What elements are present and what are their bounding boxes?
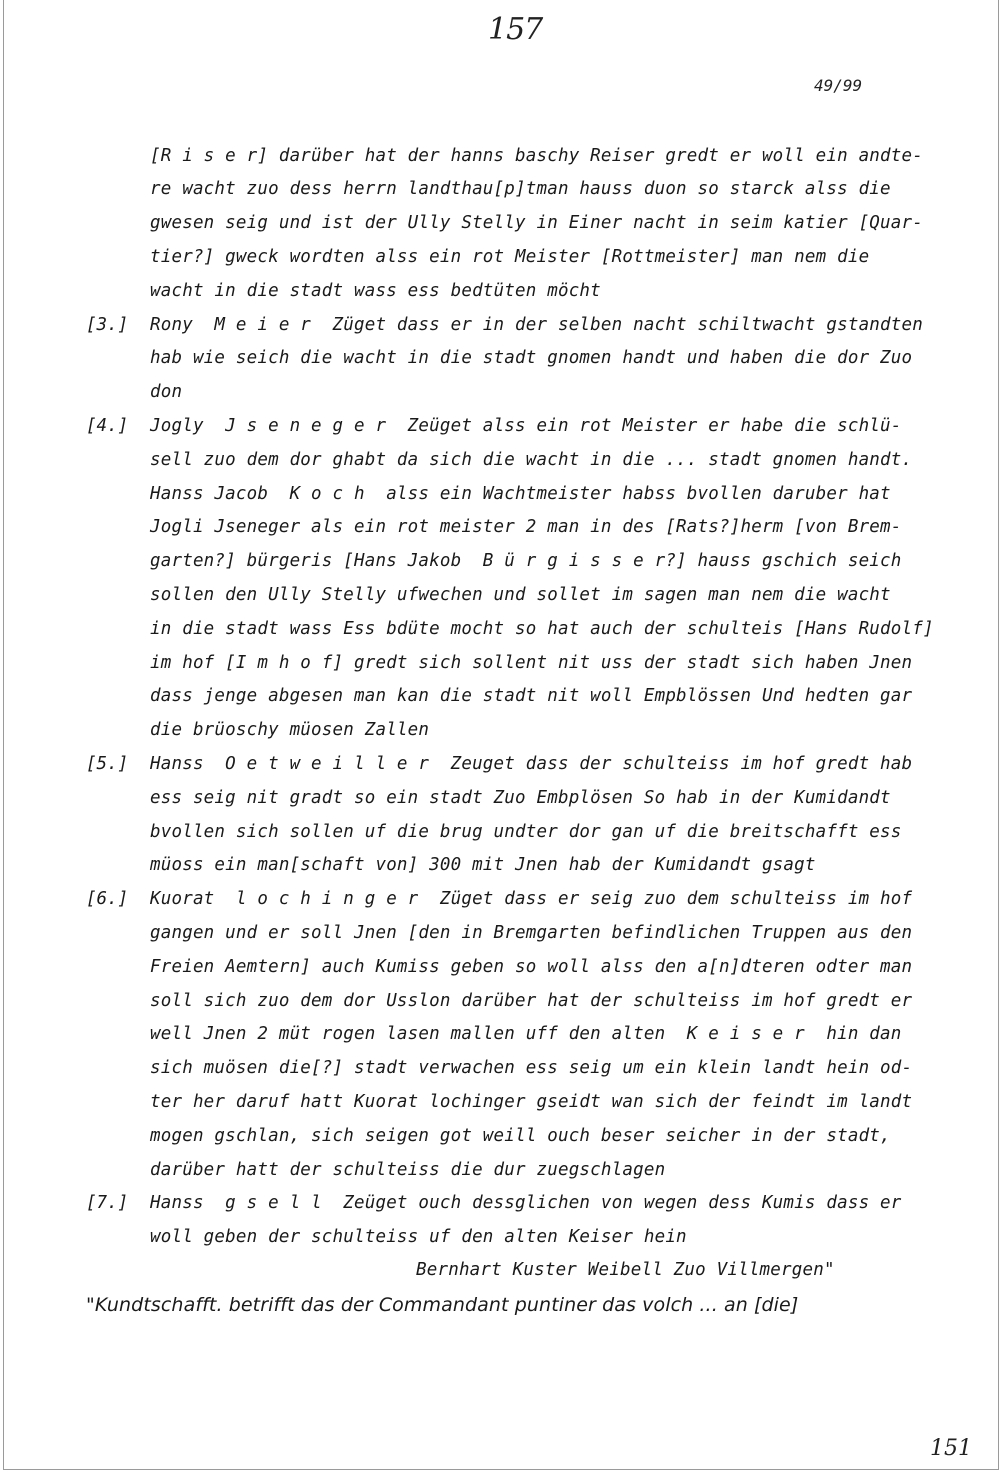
text-line: in die stadt wass Ess bdüte mocht so hat auch der schulteis [Hans Rudolf] — [150, 619, 934, 639]
text-line: well Jnen 2 müt rogen lasen mallen uff den alten K e i s e r hin dan — [150, 1024, 902, 1044]
document-reference: 49/99 — [814, 76, 863, 95]
text-line: sell zuo dem dor ghabt da sich die wacht in die ... stadt gnomen handt. — [150, 450, 913, 470]
text-line: Jogly J s e n e g e r Zeüget alss ein rot Meister er habe die schlü- — [150, 416, 902, 436]
text-line: Jogli Jseneger als ein rot meister 2 man in des [Rats?]herm [von Brem- — [150, 517, 902, 537]
handwritten-corner-mark: 151 — [930, 1436, 972, 1461]
next-document-heading: "Kundtschafft. betrifft das der Commandant puntiner das volch ... an [die] — [86, 1294, 799, 1316]
text-line: woll geben der schulteiss uf den alten Keiser hein — [150, 1227, 687, 1247]
text-line: dass jenge abgesen man kan die stadt nit woll Empblössen Und hedten gar — [150, 686, 913, 706]
text-line: mogen gschlan, sich seigen got weill ouch beser seicher in der stadt, — [150, 1126, 891, 1146]
text-line: bvollen sich sollen uf die brug undter dor gan uf die breitschafft ess — [150, 822, 902, 842]
handwritten-page-number: 157 — [488, 12, 543, 47]
text-line: garten?] bürgeris [Hans Jakob B ü r g i s s e r?] hauss gschich seich — [150, 551, 902, 571]
text-line: ter her daruf hatt Kuorat lochinger gseidt wan sich der feindt im landt — [150, 1092, 913, 1112]
text-line: Hanss O e t w e i l l e r Zeuget dass der schulteiss im hof gredt hab — [150, 754, 913, 774]
text-line: tier?] gweck wordten alss ein rot Meister [Rottmeister] man nem die — [150, 247, 870, 267]
text-line: hab wie seich die wacht in die stadt gnomen handt und haben die dor Zuo — [150, 348, 913, 368]
text-line: [R i s e r] darüber hat der hanns baschy Reiser gredt er woll ein andte- — [150, 146, 923, 166]
text-line: Kuorat l o c h i n g e r Züget dass er seig zuo dem schulteiss im hof — [150, 889, 913, 909]
text-line: ess seig nit gradt so ein stadt Zuo Embplösen So hab in der Kumidandt — [150, 788, 891, 808]
text-line: don — [150, 382, 183, 402]
entry-number: [7.] — [86, 1193, 129, 1213]
text-line: wacht in die stadt wass ess bedtüten möcht — [150, 281, 601, 301]
text-line: im hof [I m h o f] gredt sich sollent nit uss der stadt sich haben Jnen — [150, 653, 913, 673]
text-line: soll sich zuo dem dor Usslon darüber hat der schulteiss im hof gredt er — [150, 991, 913, 1011]
text-line: Freien Aemtern] auch Kumiss geben so woll alss den a[n]dteren odter man — [150, 957, 913, 977]
text-line: Hanss Jacob K o c h alss ein Wachtmeister habss bvollen daruber hat — [150, 484, 891, 504]
text-line: gwesen seig und ist der Ully Stelly in Einer nacht in seim katier [Quar- — [150, 213, 923, 233]
text-line: sich muösen die[?] stadt verwachen ess seig um ein klein landt hein od- — [150, 1058, 913, 1078]
entry-number: [5.] — [86, 754, 129, 774]
entry-number: [4.] — [86, 416, 129, 436]
text-line: re wacht zuo dess herrn landthau[p]tman hauss duon so starck alss die — [150, 179, 891, 199]
text-line: Rony M e i e r Züget dass er in der selben nacht schiltwacht gstandten — [150, 315, 923, 335]
signature-line: Bernhart Kuster Weibell Zuo Villmergen" — [416, 1260, 835, 1280]
text-line: gangen und er soll Jnen [den in Bremgarten befindlichen Truppen aus den — [150, 923, 913, 943]
text-line: müoss ein man[schaft von] 300 mit Jnen hab der Kumidandt gsagt — [150, 855, 816, 875]
text-line: darüber hatt der schulteiss die dur zuegschlagen — [150, 1160, 666, 1180]
text-line: Hanss g s e l l Zeüget ouch dessglichen von wegen dess Kumis dass er — [150, 1193, 902, 1213]
text-line: die brüoschy müosen Zallen — [150, 720, 430, 740]
entry-number: [3.] — [86, 315, 129, 335]
text-line: sollen den Ully Stelly ufwechen und sollet im sagen man nem die wacht — [150, 585, 891, 605]
entry-number: [6.] — [86, 889, 129, 909]
